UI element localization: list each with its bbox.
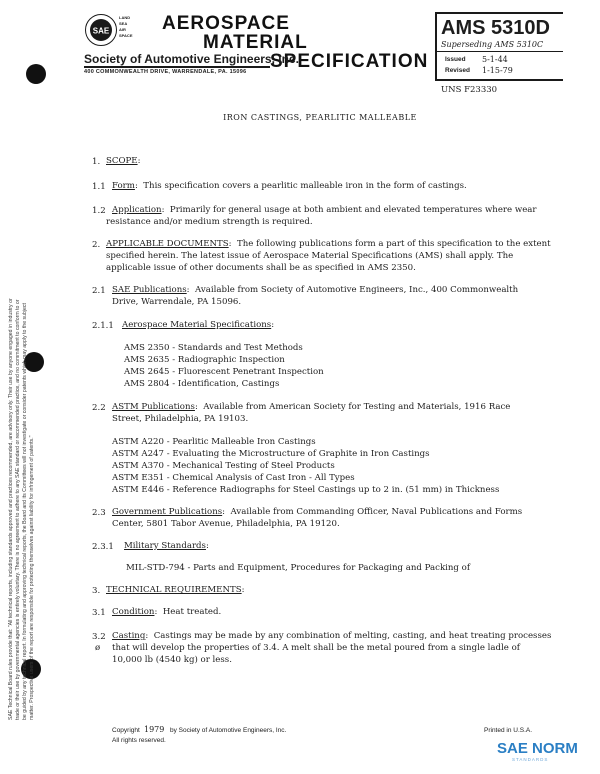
section-form: Form: This specification covers a pearlitic malleable iron in the form of castings. (112, 181, 467, 191)
list-item: ASTM A247 - Evaluating the Microstructure of Graphite in Iron Castings (112, 449, 430, 459)
legal-line: be guided by any technical report. In formulating and approving technical reports, the Board and its Committees will not investigate or consider patents which may apply to the subject (22, 303, 28, 720)
section-applicable-docs-line2: specified herein. The latest issue of Aerospace Material Specifications (AMS) shall apply. The (106, 251, 514, 261)
list-item: AMS 2804 - Identification, Castings (124, 379, 280, 389)
section-sae-publications-cont: Drive, Warrendale, PA 15096. (112, 297, 242, 307)
watermark-sub: STANDARDS (512, 757, 549, 762)
section-government-publications: Government Publications: Available from Commanding Officer, Naval Publications and Forms (112, 507, 523, 517)
copyright-label: Copyright (112, 727, 140, 734)
document-title: IRON CASTINGS, PEARLITIC MALLEABLE (223, 113, 417, 122)
section-number: 1.1 (92, 182, 106, 192)
legal-line: matter. Prospective users of the report are responsible for protecting themselves against liability for infringement of patents." (29, 435, 35, 720)
section-number: 2.2 (92, 403, 106, 413)
printed-in: Printed in U.S.A. (484, 727, 533, 734)
section-casting: Casting: Castings may be made by any combination of melting, casting, and heat treating processes (112, 631, 552, 641)
section-number: 3.1 (92, 608, 106, 618)
section-number: 2.1 (92, 286, 106, 296)
copyright-org: by Society of Automotive Engineers, Inc. (170, 727, 287, 734)
legal-line: trade or their use by governmental agencies is entirely voluntary. There is no agreement to adhere to any SAE standard or recommended practice, and no commitment to conform to or (15, 299, 21, 720)
title-specification: SPECIFICATION (270, 51, 429, 72)
copyright-year: 1979 (144, 725, 165, 734)
legal-line: SAE Technical Board rules provide that: "All technical reports, including standards approved and practices recommended, are advisory only. Their use by anyone engaged in industry or (8, 298, 14, 720)
section-applicable-docs: APPLICABLE DOCUMENTS: The following publications form a part of this specification to the extent (106, 239, 551, 249)
section-technical-requirements: TECHNICAL REQUIREMENTS: (106, 585, 245, 595)
section-sae-publications: SAE Publications: Available from Society of Automotive Engineers, Inc., 400 Commonwealth (112, 285, 519, 295)
section-casting-line3: 10,000 lb (4540 kg) or less. (112, 655, 232, 665)
org-address: 400 COMMONWEALTH DRIVE, WARRENDALE, PA. 15096 (84, 69, 247, 75)
sae-logo-graphic (86, 15, 116, 45)
section-number: 2. (92, 240, 101, 250)
section-number: 3. (92, 586, 101, 596)
sae-logo-text: SAE (92, 26, 110, 36)
section-number: 3.2 (92, 632, 106, 642)
list-item: AMS 2350 - Standards and Test Methods (124, 343, 303, 353)
section-number: 1. (92, 157, 101, 167)
issued-label: Issued (445, 56, 466, 63)
list-item: MIL-STD-794 - Parts and Equipment, Procedures for Packaging and Packing of (126, 563, 471, 573)
section-heading-scope: SCOPE: (106, 156, 141, 166)
sae-logo-icon (85, 14, 117, 46)
section-government-publications-cont: Center, 5801 Tabor Avenue, Philadelphia, PA 19120. (112, 519, 340, 529)
list-item: AMS 2645 - Fluorescent Penetrant Inspection (124, 367, 324, 377)
org-name: Society of Automotive Engineers, Inc. (84, 52, 299, 66)
rights-reserved: All rights reserved. (112, 737, 166, 744)
section-number: 2.3 (92, 508, 106, 518)
section-application: Application: Primarily for general usage at both ambient and elevated temperatures where wear (112, 205, 537, 215)
header-box-bottom (435, 79, 563, 81)
watermark-logo: SAE NORM (497, 740, 578, 757)
section-number: 2.1.1 (92, 321, 114, 331)
title-material: MATERIAL (203, 32, 308, 53)
uns-number: UNS F23330 (441, 85, 498, 95)
list-item: ASTM A370 - Mechanical Testing of Steel Products (112, 461, 335, 471)
revised-value: 1-15-79 (482, 66, 513, 75)
issued-value: 5-1-44 (482, 55, 508, 64)
section-number: 1.2 (92, 206, 106, 216)
header-divider (435, 12, 437, 80)
list-item: ASTM A220 - Pearlitic Malleable Iron Castings (112, 437, 316, 447)
section-applicable-docs-line3: applicable issue of other documents shall be as specified in AMS 2350. (106, 263, 416, 273)
section-casting-line2: that will develop the properties of 3.4. A melt shall be the metal poured from a single ladle of (112, 643, 520, 653)
header-rule (84, 66, 270, 68)
section-number: 2.3.1 (92, 542, 114, 552)
revision-mark: ø (95, 643, 101, 653)
logo-caption-sea: SEA (119, 21, 128, 26)
list-item: ASTM E446 - Reference Radiographs for Steel Castings up to 2 in. (51 mm) in Thickness (112, 485, 500, 495)
section-ams-specs: Aerospace Material Specifications: (122, 320, 275, 330)
logo-caption-space: SPACE (119, 33, 133, 38)
section-astm-publications: ASTM Publications: Available from American Society for Testing and Materials, 1916 Race (112, 402, 511, 412)
header-box-mid (435, 51, 563, 52)
revised-label: Revised (445, 67, 470, 74)
logo-caption-land: LAND (119, 15, 131, 20)
header-box-top (435, 12, 563, 14)
superseding: Superseding AMS 5310C (441, 40, 544, 49)
section-condition: Condition: Heat treated. (112, 607, 222, 617)
logo-caption-air: AIR (119, 27, 126, 32)
legal-sidebar (8, 80, 36, 720)
section-astm-publications-cont: Street, Philadelphia, PA 19103. (112, 414, 249, 424)
spec-id: AMS 5310D (441, 17, 550, 39)
list-item: AMS 2635 - Radiographic Inspection (124, 355, 285, 365)
section-military-standards: Military Standards: (124, 541, 209, 551)
title-aerospace: AEROSPACE (162, 13, 290, 34)
section-application-cont: resistance and/or medium strength is required. (106, 217, 313, 227)
list-item: ASTM E351 - Chemical Analysis of Cast Iron - All Types (112, 473, 355, 483)
